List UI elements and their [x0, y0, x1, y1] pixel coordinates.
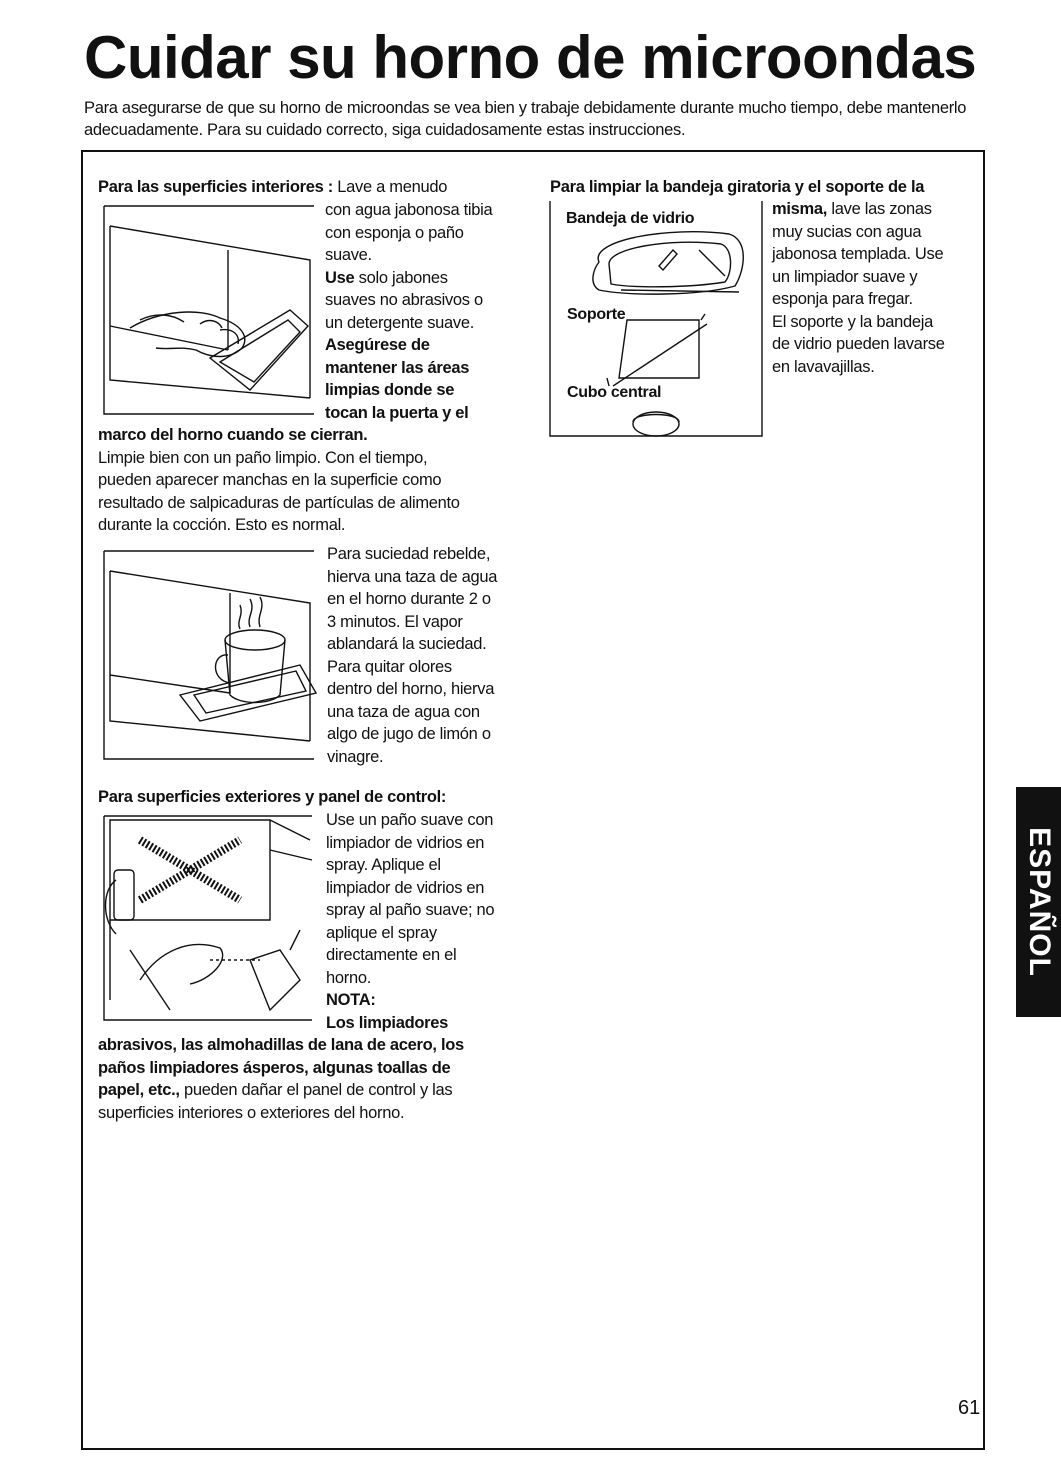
- interior-bold-0: Asegúrese de: [325, 336, 430, 354]
- interior-use-rest: solo jabones: [358, 268, 448, 287]
- steam-line-7: una taza de agua con: [327, 702, 480, 721]
- tray-line-5: de vidrio pueden lavarse: [772, 335, 945, 353]
- tray-label-support: Soporte: [567, 306, 626, 323]
- exterior-nota-last-rest: pueden dañar el panel de control y las: [183, 1081, 453, 1099]
- interior-bold-2: limpias donde se: [325, 381, 455, 399]
- language-tab-label: ESPAÑOL: [1022, 827, 1056, 977]
- interior-heading-line: [98, 176, 528, 199]
- interior-line2-1: un detergente suave.: [325, 313, 475, 332]
- interior-heading: Para las superficies interiores :: [98, 178, 333, 196]
- tray-label-hub: Cubo central: [567, 384, 662, 401]
- tray-line-4: El soporte y la bandeja: [772, 312, 933, 331]
- exterior-nota-bold-1: paños limpiadores ásperos, algunas toallas de: [98, 1058, 451, 1077]
- tray-heading: Para limpiar la bandeja giratoria y el soporte de la: [550, 178, 925, 196]
- interior-line-0: Lave a menudo: [337, 178, 448, 196]
- exterior-line-2: spray. Aplique el: [326, 856, 441, 874]
- steam-line-8: algo de jugo de limón o: [327, 725, 491, 743]
- interior-cleaning-illustration: [100, 200, 318, 418]
- exterior-line-4: spray al paño suave; no: [326, 901, 495, 919]
- interior-line-1: con agua jabonosa tibia: [325, 201, 493, 219]
- interior-use-bold: Use: [325, 268, 355, 287]
- steam-line-1: hierva una taza de agua: [327, 567, 498, 586]
- interior-para-2: resultado de salpicaduras de partículas de alimento: [98, 493, 460, 512]
- interior-bold-1: mantener las áreas: [325, 358, 470, 377]
- interior-paragraph: [98, 424, 538, 537]
- tray-label-glass: Bandeja de vidrio: [566, 210, 695, 227]
- tray-misma-rest: lave las zonas: [831, 200, 932, 218]
- interior-para-3: durante la cocción. Esto es normal.: [98, 516, 346, 534]
- intro-paragraph: Para asegurarse de que su horno de microondas se vea bien y trabaje debidamente durante mucho tiempo, debe mantenerlo adecuadamente. Para su cuidado correcto, siga cuidadosamente estas instrucciones.: [84, 99, 967, 139]
- page-title: Cuidar su horno de microondas: [84, 24, 977, 91]
- tray-line-3: esponja para fregar.: [772, 290, 913, 308]
- exterior-line-6: directamente en el: [326, 946, 457, 964]
- exterior-line-3: limpiador de vidrios en: [326, 878, 485, 897]
- interior-bold-3: tocan la puerta y el: [325, 403, 469, 422]
- interior-line2-0: suaves no abrasivos o: [325, 291, 483, 309]
- tray-misma-bold: misma,: [772, 200, 828, 218]
- exterior-text-block: [326, 809, 536, 1034]
- exterior-nota-final: superficies interiores o exteriores del horno.: [98, 1103, 405, 1122]
- exterior-heading: Para superficies exteriores y panel de control:: [98, 788, 447, 806]
- tray-text-block: [772, 198, 982, 378]
- language-side-tab: [1016, 787, 1061, 1017]
- interior-text-block: [325, 199, 535, 424]
- interior-line-2: con esponja o paño: [325, 223, 464, 242]
- steam-line-2: en el horno durante 2 o: [327, 590, 491, 608]
- exterior-line-7: horno.: [326, 968, 371, 987]
- steam-line-0: Para suciedad rebelde,: [327, 545, 491, 563]
- exterior-spray-illustration: [100, 810, 316, 1024]
- tray-line-6: en lavavajillas.: [772, 357, 875, 376]
- tray-line-1: jabonosa templada. Use: [772, 245, 944, 263]
- steam-line-6: dentro del horno, hierva: [327, 680, 495, 698]
- interior-line-3: suave.: [325, 246, 372, 264]
- interior-para-0: Limpie bien con un paño limpio. Con el tiempo,: [98, 448, 428, 467]
- exterior-nota-bold-0: abrasivos, las almohadillas de lana de acero, los: [98, 1036, 464, 1054]
- steam-line-9: vinagre.: [327, 747, 384, 766]
- exterior-line-5: aplique el spray: [326, 923, 437, 942]
- interior-para-1: pueden aparecer manchas en la superficie como: [98, 471, 442, 489]
- exterior-nota-line1: Los limpiadores: [326, 1013, 449, 1032]
- page-number: 61: [958, 1397, 981, 1419]
- exterior-heading-line: [98, 786, 538, 809]
- steam-text-block: [327, 543, 537, 768]
- steam-line-3: 3 minutos. El vapor: [327, 612, 463, 631]
- steam-line-5: Para quitar olores: [327, 657, 452, 676]
- tray-line-2: un limpiador suave y: [772, 267, 918, 286]
- interior-bold-full: marco del horno cuando se cierran.: [98, 426, 368, 444]
- exterior-note-block: [98, 1034, 538, 1124]
- tray-heading-line: [550, 176, 980, 199]
- exterior-line-1: limpiador de vidrios en: [326, 833, 485, 852]
- tray-line-0: muy sucias con agua: [772, 222, 922, 241]
- exterior-nota: NOTA:: [326, 991, 376, 1009]
- steam-line-4: ablandará la suciedad.: [327, 635, 487, 653]
- steam-cup-illustration: [100, 545, 318, 763]
- exterior-nota-last-bold: papel, etc.,: [98, 1081, 180, 1099]
- exterior-line-0: Use un paño suave con: [326, 811, 494, 829]
